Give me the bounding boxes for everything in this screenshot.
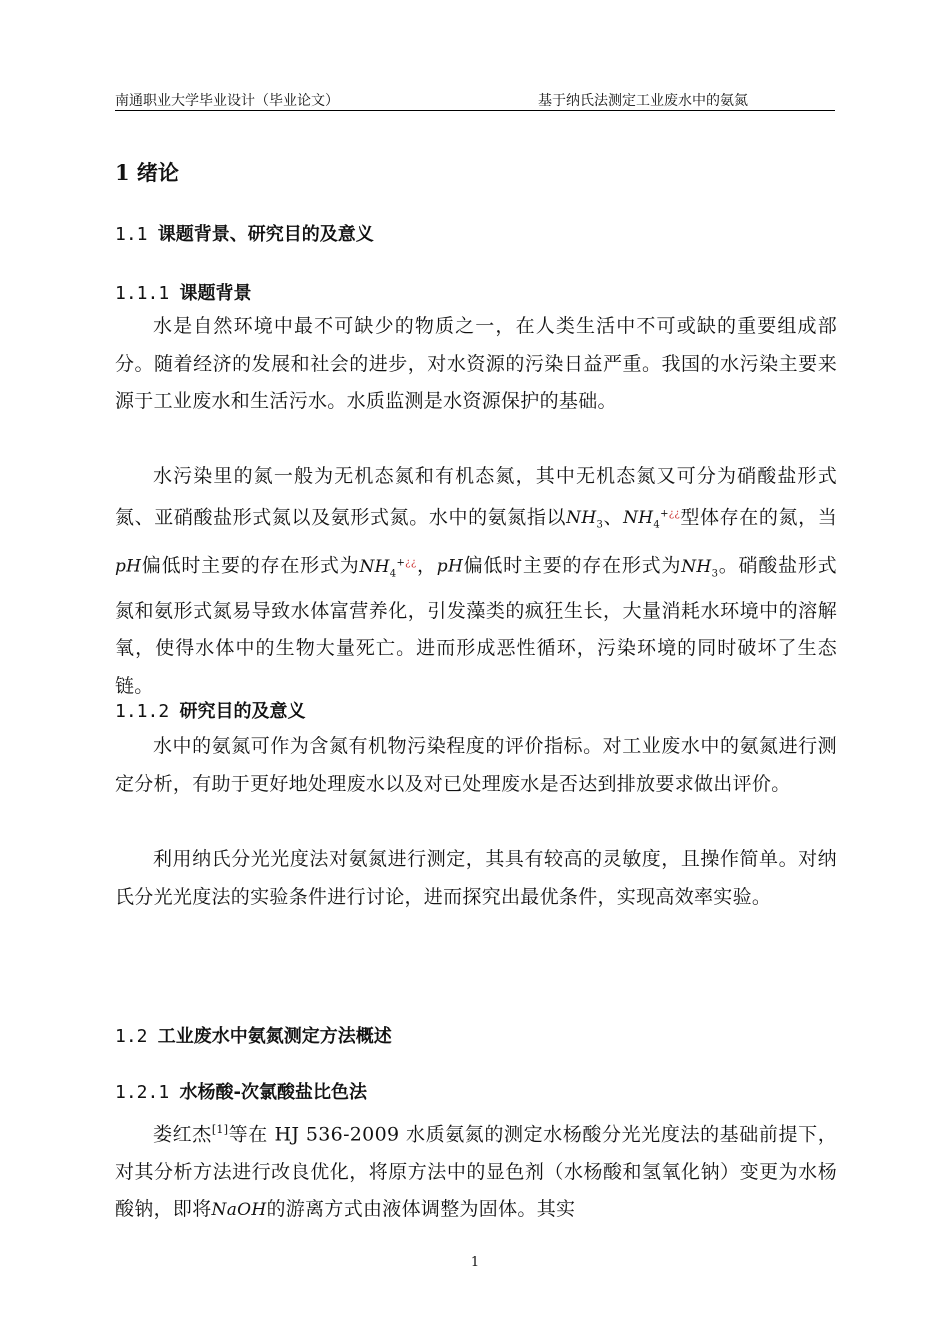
text-run: 娄红杰 [153,1123,212,1146]
section-title: 课题背景、研究目的及意义 [157,224,374,245]
section-heading-1-1-2 [115,697,305,723]
section-heading-1-1 [115,220,374,246]
formula-nh3: $NH_3$ [566,508,604,531]
paragraph-salicylic-method [115,1111,837,1230]
formula-nh4-plus: $NH_4^{+¿¿}$ [359,556,417,580]
section-number: 1.1.2 [115,701,170,722]
text-run: 水污染里的氮一般为无机态氮和有机态氮，其中无机态氮又可分为硝酸盐形式氮、亚硝酸盐形式氮以及氨形式氮。水中的氨氮指以 [115,465,837,529]
page-number: 1 [470,1255,480,1270]
text-run: 等在 HJ 536-2009 水质氨氮的测定水杨酸分光光度法的基础前提下，对其分析方法进行改良优化，将原方法中的显色剂（水杨酸和氢氧化钠）变更为水杨酸钠，即将 [115,1123,837,1221]
text-run: ， [416,554,437,577]
chapter-title: 1 绪论 [115,160,179,185]
text-run: 。硝酸盐形式氮和氨形式氮易导致水体富营养化，引发藻类的疯狂生长，大量消耗水环境中的溶解氧，使得水体中的生物大量死亡。进而形成恶性循环，污染环境的同时破坏了生态链。 [115,554,837,697]
formula-ph: pH [115,556,142,577]
page-header [115,90,835,111]
text-run: 型体存在的氮，当 [680,506,837,529]
formula-ph: pH [436,556,464,577]
section-number: 1.2 [115,1026,148,1047]
paragraph-purpose: 水中的氨氮可作为含氮有机物污染程度的评价指标。对工业废水中的氨氮进行测定分析，有助于更好地处理废水以及对已处理废水是否达到排放要求做出评价。 [115,735,837,795]
paragraph-method: 利用纳氏分光光度法对氨氮进行测定，其具有较高的灵敏度，且操作简单。对纳氏分光光度法的实验条件进行讨论，进而探究出最优条件，实现高效率实验。 [115,848,837,908]
section-title: 工业废水中氨氮测定方法概述 [157,1026,392,1047]
formula-nh3: $NH_3$ [681,556,719,580]
section-heading-1-2-1 [115,1078,367,1104]
section-title: 研究目的及意义 [179,701,306,722]
section-number: 1.2.1 [115,1082,170,1103]
paragraph-background: 水是自然环境中最不可缺少的物质之一，在人类生活中不可或缺的重要组成部分。随着经济的发展和社会的进步，对水资源的污染日益严重。我国的水污染主要来源于工业废水和生活污水。水质监测是水资源保护的基础。 [115,315,837,412]
section-heading-1-2 [115,1022,392,1048]
citation-reference[interactable]: [1] [211,1123,229,1136]
text-run: 、 [603,506,624,529]
section-title: 课题背景 [179,283,252,304]
section-number: 1.1 [115,224,148,245]
section-title: 水杨酸-次氯酸盐比色法 [179,1082,367,1103]
text-run: 偏低时主要的存在形式为 [463,554,682,577]
section-heading-1-1-1 [115,279,251,305]
paragraph-nitrogen-forms [115,458,837,705]
formula-naoh: NaOH [211,1200,267,1221]
header-left-title: 南通职业大学毕业设计（毕业论文） [115,93,339,109]
text-run: 偏低时主要的存在形式为 [141,554,360,577]
header-right-title: 基于纳氏法测定工业废水中的氨氮 [538,93,748,109]
text-run: 的游离方式由液体调整为固体。其实 [266,1198,576,1221]
formula-nh4-plus: $NH_4^{+¿¿}$ [623,508,681,531]
section-number: 1.1.1 [115,283,170,304]
